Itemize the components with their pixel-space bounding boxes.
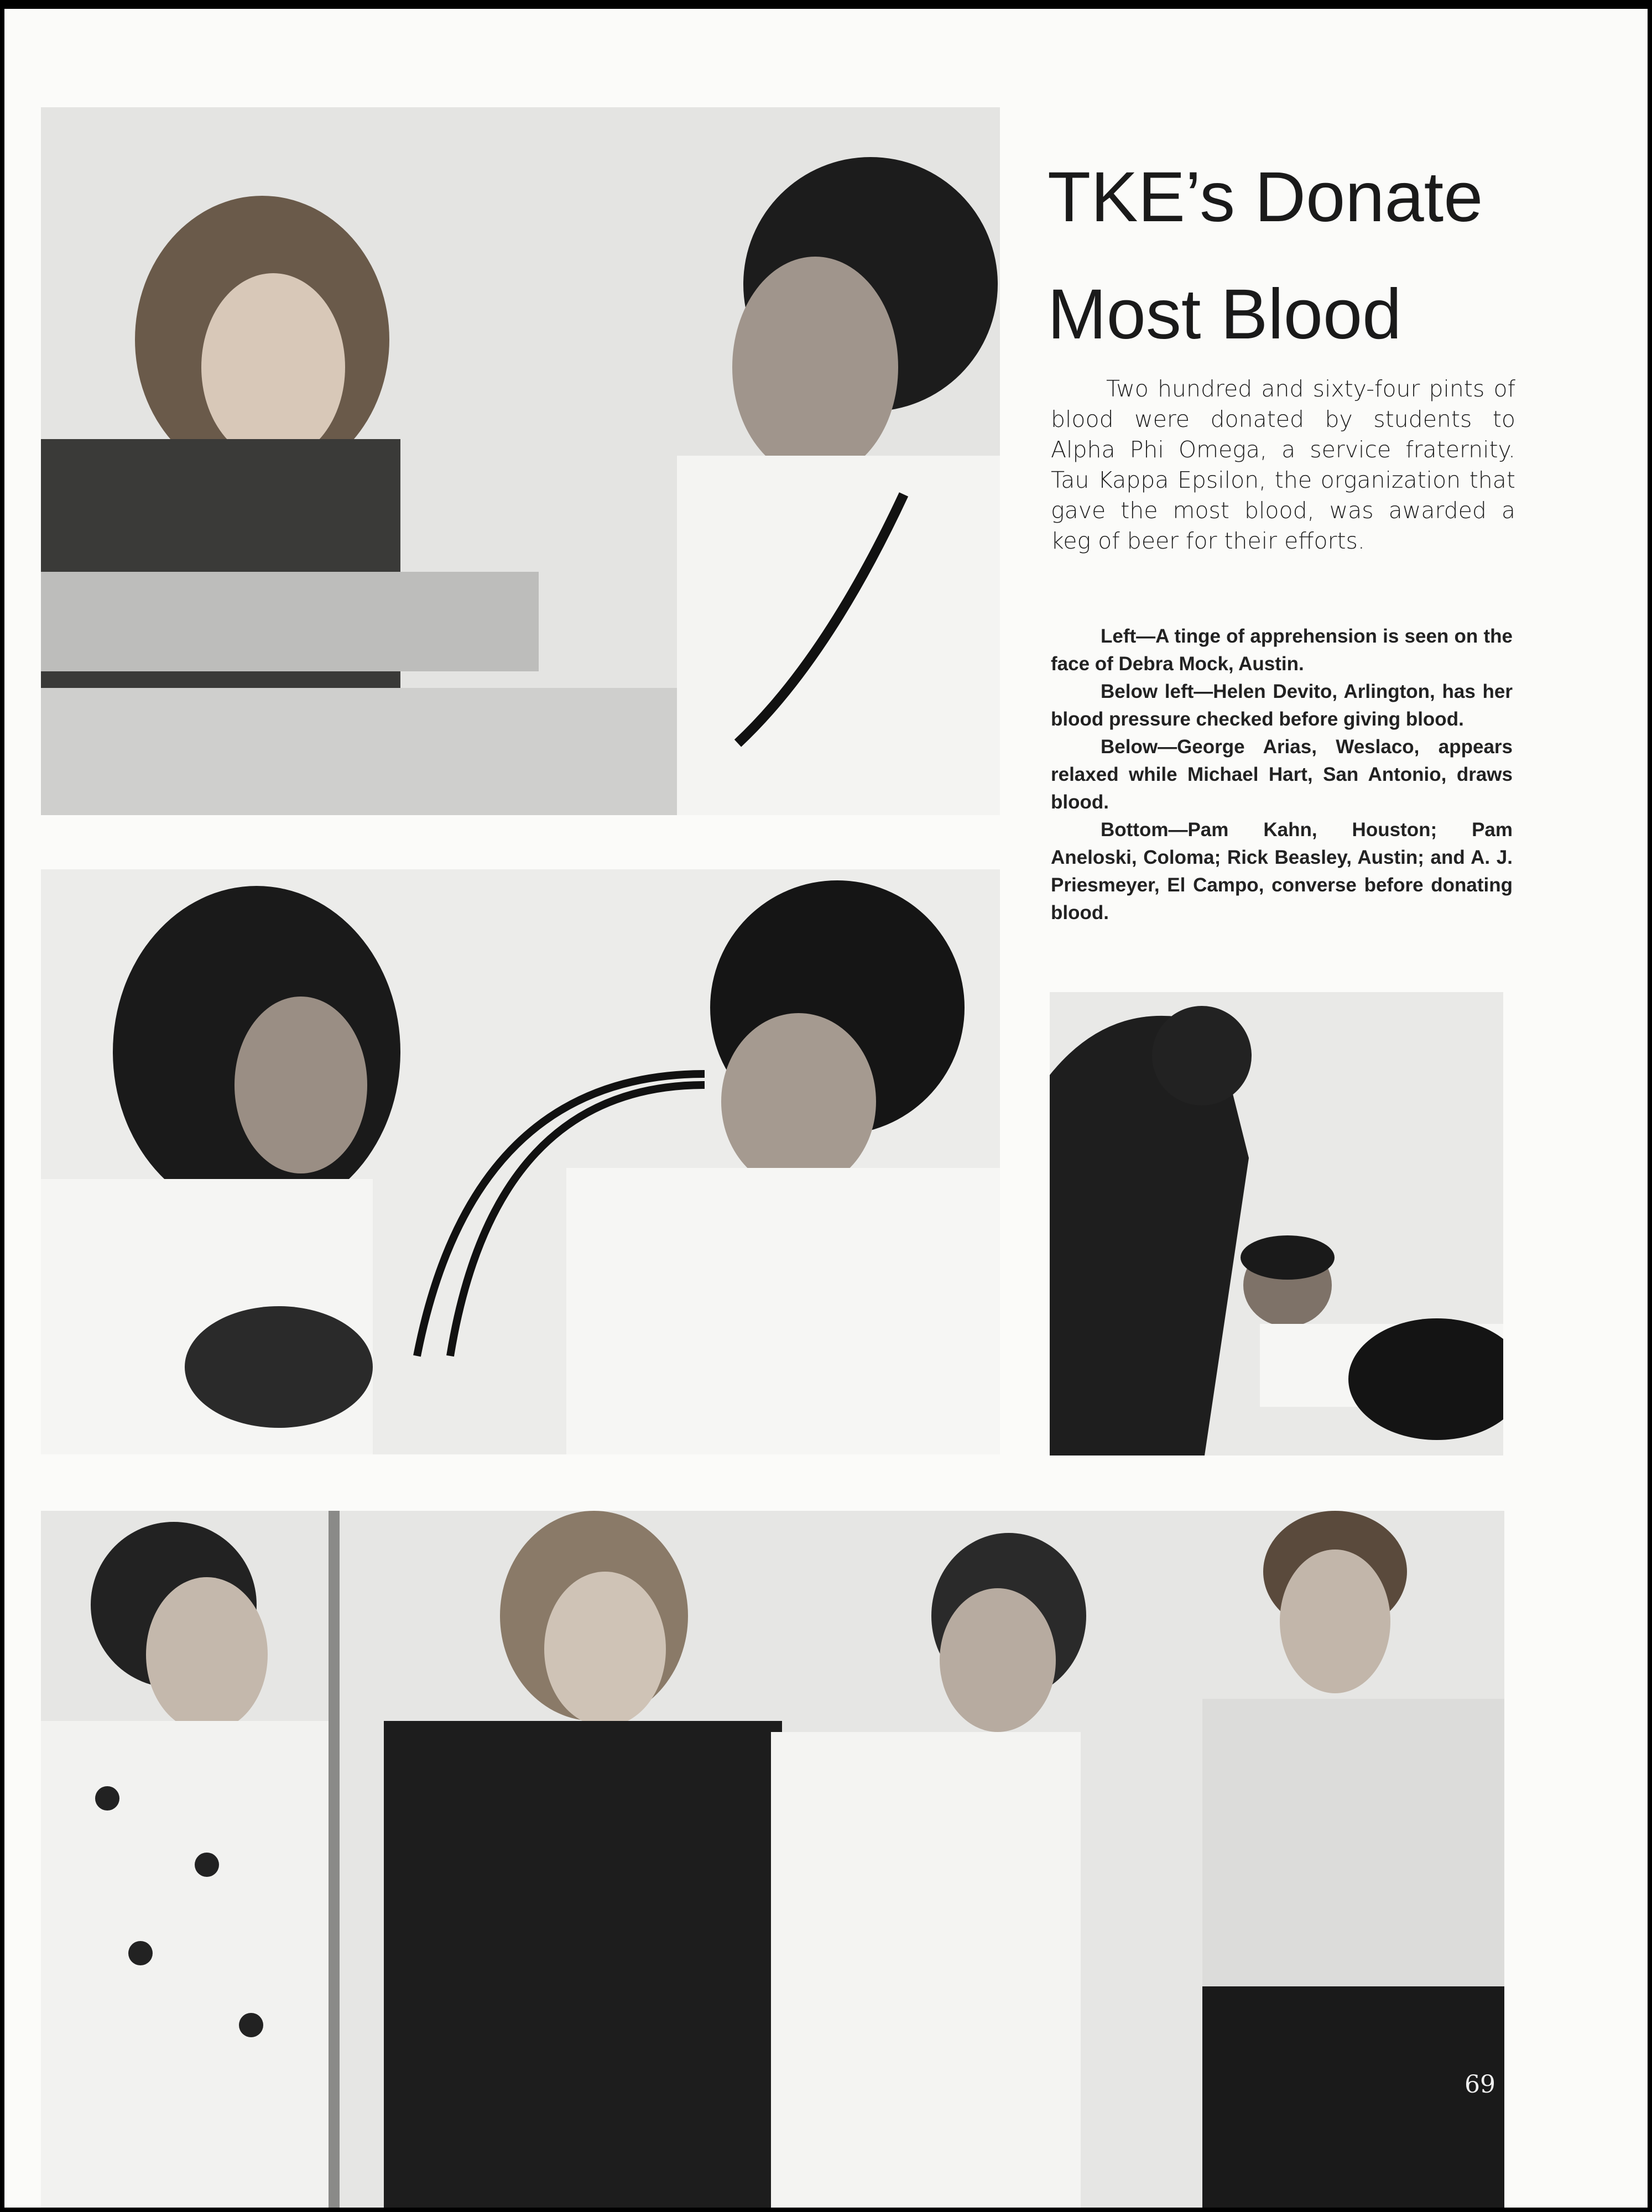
article-headline bbox=[1048, 139, 1601, 373]
photo-george-arias bbox=[1050, 992, 1503, 1455]
photo-group-converse bbox=[41, 1511, 1504, 2208]
article-body: Two hundred and sixty-four pints of blood were donated by students to Alpha Phi Omega, a service fraternity. Tau Kappa Epsilon, the organization that gave the most blood, was awarded a keg of beer for their efforts. bbox=[1051, 375, 1515, 554]
caption-below: Below—George Arias, Weslaco, appears relaxed while Michael Hart, San Antonio, draws blood. bbox=[1051, 736, 1513, 813]
photo-captions bbox=[1051, 623, 1513, 927]
caption-left: Left—A tinge of apprehension is seen on the face of Debra Mock, Austin. bbox=[1051, 625, 1513, 675]
caption-below-left: Below left—Helen Devito, Arlington, has her blood pressure checked before giving blood. bbox=[1051, 681, 1513, 730]
headline-line-2: Most Blood bbox=[1048, 275, 1402, 354]
page-number: 69 bbox=[1465, 2070, 1495, 2099]
headline-line-1: TKE’s Donate bbox=[1048, 158, 1483, 237]
photo-helen-devito bbox=[41, 869, 1000, 1454]
caption-bottom: Bottom—Pam Kahn, Houston; Pam Aneloski, Coloma; Rick Beasley, Austin; and A. J. Priesmeyer, El Campo, converse before donating blood. bbox=[1051, 819, 1513, 924]
photo-debra-mock bbox=[41, 107, 1000, 815]
yearbook-page bbox=[4, 9, 1648, 2208]
